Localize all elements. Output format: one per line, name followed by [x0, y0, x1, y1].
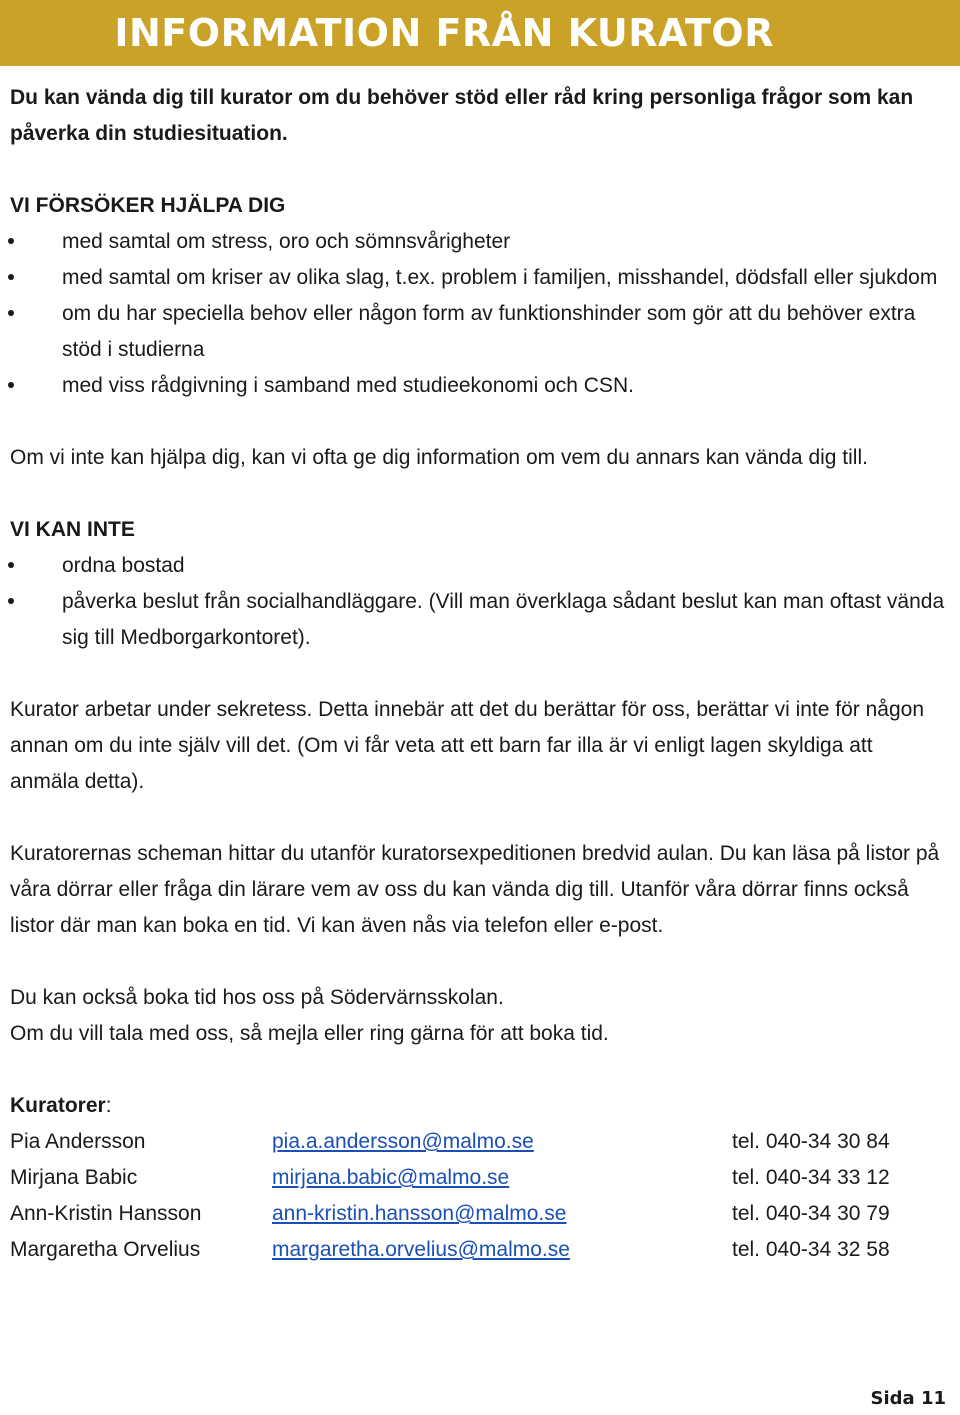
spacer [10, 944, 945, 980]
paragraph-schedules: Kuratorernas scheman hittar du utanför kuratorsexpeditionen bredvid aulan. Du kan läsa på listor på våra dörrar eller fråga din lärare vem av oss du kan vända dig till. Utanför våra dörrar finns också listor där man kan boka en tid. Vi kan även nås via telefon eller e-post. [10, 842, 940, 937]
bullet-icon [8, 562, 14, 568]
contact-name: Mirjana Babic [10, 1166, 138, 1189]
help-list [10, 224, 945, 404]
page-number: Sida 11 [870, 1388, 946, 1409]
list-item: om du har speciella behov eller någon form av funktionshinder som gör att du behöver extra stöd i studierna [10, 296, 945, 368]
contact-email-link[interactable]: mirjana.babic@malmo.se [272, 1166, 510, 1189]
spacer [10, 404, 945, 440]
page-header [0, 0, 960, 66]
contact-row [10, 1124, 945, 1160]
contact-email-link[interactable]: margaretha.orvelius@malmo.se [272, 1238, 570, 1261]
contact-email-link[interactable]: ann-kristin.hansson@malmo.se [272, 1202, 567, 1225]
bullet-icon [8, 598, 14, 604]
contact-phone: tel. 040-34 32 58 [732, 1238, 890, 1261]
list-item: med samtal om kriser av olika slag, t.ex. problem i familjen, misshandel, dödsfall eller sjukdom [10, 260, 945, 296]
paragraph-booking-1: Du kan också boka tid hos oss på Södervärnsskolan. [10, 986, 504, 1009]
bullet-icon [8, 274, 14, 280]
cannot-list [10, 548, 945, 656]
list-item: med viss rådgivning i samband med studieekonomi och CSN. [10, 368, 945, 404]
section-heading-cannot: VI KAN INTE [10, 518, 135, 541]
contact-phone: tel. 040-34 30 84 [732, 1130, 890, 1153]
contact-row [10, 1196, 945, 1232]
list-item: påverka beslut från socialhandläggare. (Vill man överklaga sådant beslut kan man oftast vända sig till Medborgarkontoret). [10, 584, 945, 656]
contact-name: Pia Andersson [10, 1130, 146, 1153]
spacer [10, 656, 945, 692]
page-title: INFORMATION FRÅN KURATOR [114, 11, 774, 55]
list-item: ordna bostad [10, 548, 945, 584]
document-body [10, 80, 945, 1268]
bullet-icon [8, 238, 14, 244]
contact-email-link[interactable]: pia.a.andersson@malmo.se [272, 1130, 534, 1153]
section-heading-help: VI FÖRSÖKER HJÄLPA DIG [10, 194, 286, 217]
contacts-table [10, 1124, 945, 1268]
contact-name: Ann-Kristin Hansson [10, 1202, 202, 1225]
contact-name: Margaretha Orvelius [10, 1238, 201, 1261]
contact-row [10, 1232, 945, 1268]
spacer [10, 476, 945, 512]
spacer [10, 152, 945, 188]
intro-text: Du kan vända dig till kurator om du behöver stöd eller råd kring personliga frågor som kan påverka din studiesituation. [10, 86, 914, 145]
paragraph-booking-2: Om du vill tala med oss, så mejla eller ring gärna för att boka tid. [10, 1022, 609, 1045]
paragraph-referral: Om vi inte kan hjälpa dig, kan vi ofta ge dig information om vem du annars kan vända dig till. [10, 446, 868, 469]
list-item: med samtal om stress, oro och sömnsvårigheter [10, 224, 945, 260]
spacer [10, 800, 945, 836]
spacer [10, 1052, 945, 1088]
bullet-icon [8, 310, 14, 316]
contact-row [10, 1160, 945, 1196]
paragraph-confidentiality: Kurator arbetar under sekretess. Detta innebär att det du berättar för oss, berättar vi inte för någon annan om du inte själv vill det. (Om vi får veta att ett barn far illa är vi enligt lagen skyldiga att anmäla detta). [10, 698, 925, 793]
kuratorer-heading: Kuratorer: [10, 1094, 112, 1117]
contact-phone: tel. 040-34 33 12 [732, 1166, 890, 1189]
contact-phone: tel. 040-34 30 79 [732, 1202, 890, 1225]
bullet-icon [8, 382, 14, 388]
